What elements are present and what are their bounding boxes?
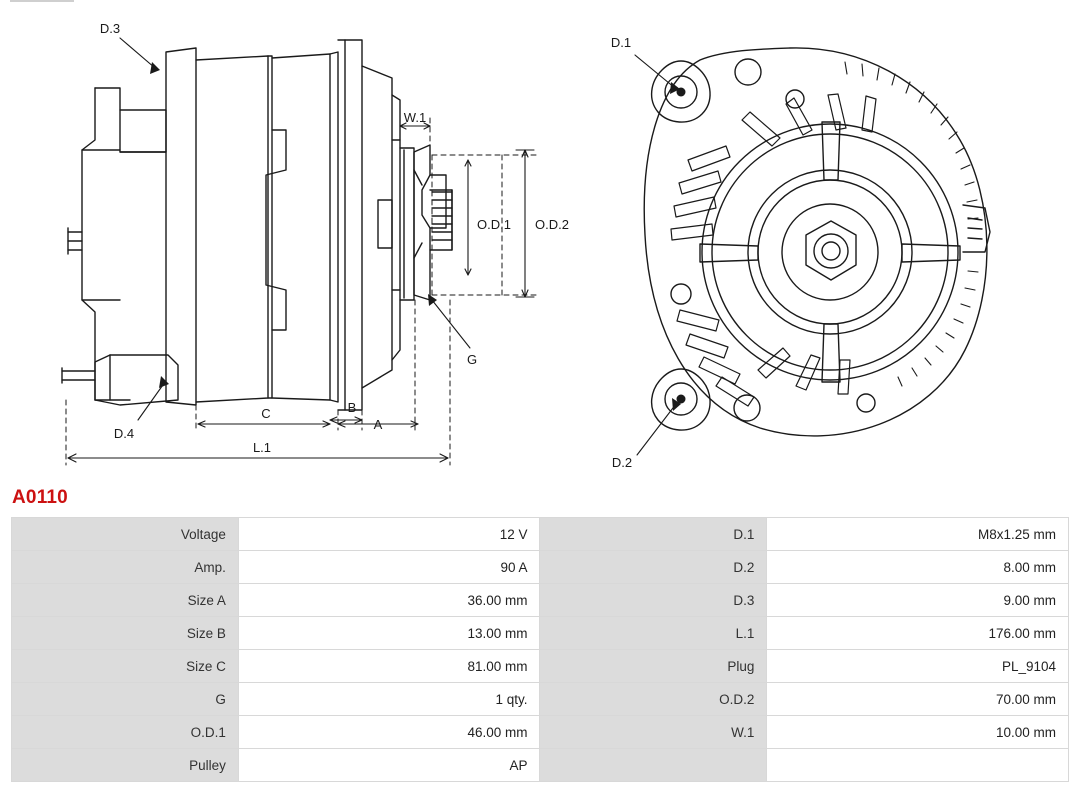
table-row (12, 716, 1069, 749)
label-od1: O.D.1 (477, 217, 511, 232)
spec-label-od2: O.D.2 (540, 683, 767, 716)
spec-label-d2: D.2 (540, 551, 767, 584)
spec-value-d2: 8.00 mm (767, 551, 1069, 584)
table-row (12, 749, 1069, 782)
spec-label-w1: W.1 (540, 716, 767, 749)
spec-value-w1: 10.00 mm (767, 716, 1069, 749)
front-view-outline (644, 48, 990, 436)
spec-value-amp: 90 A (238, 551, 540, 584)
label-g: G (466, 352, 478, 367)
table-row (12, 584, 1069, 617)
table-row (12, 551, 1069, 584)
spec-label-d3: D.3 (540, 584, 767, 617)
label-b: B (347, 400, 357, 415)
spec-label-size-b: Size B (12, 617, 239, 650)
table-row (12, 683, 1069, 716)
spec-value-voltage: 12 V (238, 518, 540, 551)
spec-value-size-a: 36.00 mm (238, 584, 540, 617)
spec-label-g: G (12, 683, 239, 716)
page-title: A0110 (12, 487, 68, 508)
label-d2: D.2 (611, 455, 633, 470)
spec-label-size-a: Size A (12, 584, 239, 617)
spec-value-empty (767, 749, 1069, 782)
spec-label-size-c: Size C (12, 650, 239, 683)
spec-value-size-b: 13.00 mm (238, 617, 540, 650)
spec-label-l1: L.1 (540, 617, 767, 650)
spec-value-pulley: AP (238, 749, 540, 782)
label-d1: D.1 (610, 35, 632, 50)
label-l1: L.1 (252, 440, 272, 455)
spec-label-pulley: Pulley (12, 749, 239, 782)
table-row (12, 518, 1069, 551)
spec-label-plug: Plug (540, 650, 767, 683)
spec-label-voltage: Voltage (12, 518, 239, 551)
spec-value-od2: 70.00 mm (767, 683, 1069, 716)
label-w1: W.1 (403, 110, 427, 125)
side-view-outline (62, 40, 452, 410)
spec-value-l1: 176.00 mm (767, 617, 1069, 650)
specifications-table (11, 517, 1069, 782)
label-d4: D.4 (113, 426, 135, 441)
spec-value-od1: 46.00 mm (238, 716, 540, 749)
label-od2: O.D.2 (535, 217, 569, 232)
spec-value-g: 1 qty. (238, 683, 540, 716)
spec-label-empty (540, 749, 767, 782)
spec-value-size-c: 81.00 mm (238, 650, 540, 683)
spec-label-d1: D.1 (540, 518, 767, 551)
spec-label-od1: O.D.1 (12, 716, 239, 749)
label-c: C (261, 406, 271, 421)
table-row (12, 617, 1069, 650)
spec-label-amp: Amp. (12, 551, 239, 584)
spec-value-d3: 9.00 mm (767, 584, 1069, 617)
label-a: A (373, 417, 383, 432)
spec-value-d1: M8x1.25 mm (767, 518, 1069, 551)
table-row (12, 650, 1069, 683)
spec-value-plug: PL_9104 (767, 650, 1069, 683)
label-d3: D.3 (99, 21, 121, 36)
